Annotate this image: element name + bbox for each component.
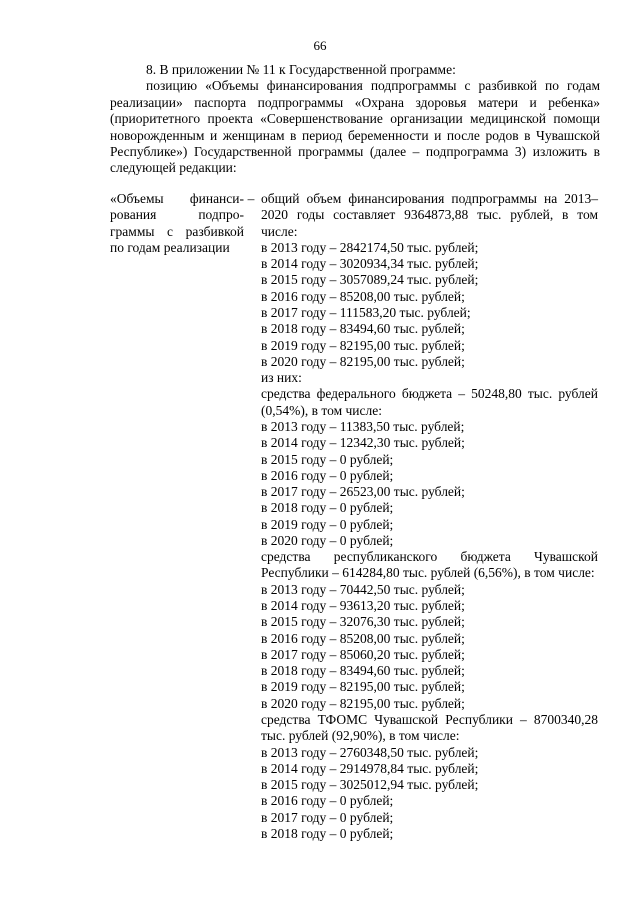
year-line: в 2016 году – 0 рублей; bbox=[261, 467, 394, 483]
separator-dash: – bbox=[247, 191, 255, 206]
page-number: 66 bbox=[313, 38, 327, 53]
total-financing-text: общий объем финансирования подпрограммы на 2013–2020 годы составляет 9364873,88 тыс. рублей, в том числе: bbox=[261, 191, 598, 239]
year-line: в 2013 году – 11383,50 тыс. рублей; bbox=[261, 418, 465, 434]
year-line: в 2020 году – 82195,00 тыс. рублей; bbox=[261, 695, 465, 711]
year-line: в 2016 году – 85208,00 тыс. рублей; bbox=[261, 630, 465, 646]
year-line: в 2015 году – 3025012,94 тыс. рублей; bbox=[261, 777, 479, 793]
year-line: в 2018 году – 83494,60 тыс. рублей; bbox=[261, 663, 465, 679]
intro-paragraph: позицию «Объемы финансирования подпрограммы с разбивкой по годам реализации» паспорта подпрограммы «Охрана здоровья матери и ребенка» (приоритетного проекта «Совершенствование организации медицинской помощи новорожденным и женщинам в период беременности и после родов в Чувашской Республике») Государственной программы (далее – подпрограмма 3) изложить в следующей редакции: bbox=[110, 78, 600, 176]
year-line: в 2014 году – 93613,20 тыс. рублей; bbox=[261, 598, 465, 614]
financing-label-line: рования подпро- bbox=[110, 207, 244, 223]
year-line: в 2020 году – 82195,00 тыс. рублей; bbox=[261, 353, 465, 369]
year-line: в 2018 году – 0 рублей; bbox=[261, 825, 394, 841]
financing-label bbox=[110, 191, 244, 257]
year-line: в 2013 году – 2760348,50 тыс. рублей; bbox=[261, 744, 479, 760]
year-line: в 2017 году – 26523,00 тыс. рублей; bbox=[261, 484, 465, 500]
year-line: в 2018 году – 0 рублей; bbox=[261, 500, 394, 516]
of-them-label: из них: bbox=[261, 370, 302, 386]
financing-label-line: по годам реализации bbox=[110, 240, 230, 256]
intro-heading: 8. В приложении № 11 к Государственной программе: bbox=[146, 62, 456, 77]
tfoms-budget-text: средства ТФОМС Чувашской Республики – 8700340,28 тыс. рублей (92,90%), в том числе: bbox=[261, 712, 598, 744]
year-line: в 2018 году – 83494,60 тыс. рублей; bbox=[261, 321, 465, 337]
year-line: в 2016 году – 0 рублей; bbox=[261, 793, 394, 809]
year-line: в 2019 году – 82195,00 тыс. рублей; bbox=[261, 337, 465, 353]
year-line: в 2020 году – 0 рублей; bbox=[261, 532, 394, 548]
financing-label-line: граммы с разбивкой bbox=[110, 223, 244, 239]
year-line: в 2017 году – 0 рублей; bbox=[261, 809, 394, 825]
financing-details bbox=[261, 191, 598, 842]
year-line: в 2016 году – 85208,00 тыс. рублей; bbox=[261, 288, 465, 304]
year-line: в 2013 году – 70442,50 тыс. рублей; bbox=[261, 581, 465, 597]
year-line: в 2019 году – 0 рублей; bbox=[261, 516, 394, 532]
year-line: в 2014 году – 3020934,34 тыс. рублей; bbox=[261, 256, 479, 272]
federal-budget-text: средства федерального бюджета – 50248,80 тыс. рублей (0,54%), в том числе: bbox=[261, 386, 598, 418]
financing-label-line: «Объемы финанси- bbox=[110, 191, 244, 206]
year-line: в 2019 году – 82195,00 тыс. рублей; bbox=[261, 679, 465, 695]
republic-budget-text: средства республиканского бюджета Чувашской Республики – 614284,80 тыс. рублей (6,56%), в том числе: bbox=[261, 549, 598, 581]
year-line: в 2017 году – 85060,20 тыс. рублей; bbox=[261, 646, 465, 662]
year-line: в 2017 году – 111583,20 тыс. рублей; bbox=[261, 304, 471, 320]
year-line: в 2013 году – 2842174,50 тыс. рублей; bbox=[261, 239, 479, 255]
year-line: в 2014 году – 2914978,84 тыс. рублей; bbox=[261, 760, 479, 776]
year-line: в 2014 году – 12342,30 тыс. рублей; bbox=[261, 435, 465, 451]
year-line: в 2015 году – 32076,30 тыс. рублей; bbox=[261, 614, 465, 630]
year-line: в 2015 году – 3057089,24 тыс. рублей; bbox=[261, 272, 479, 288]
intro-section bbox=[110, 62, 600, 177]
year-line: в 2015 году – 0 рублей; bbox=[261, 451, 394, 467]
